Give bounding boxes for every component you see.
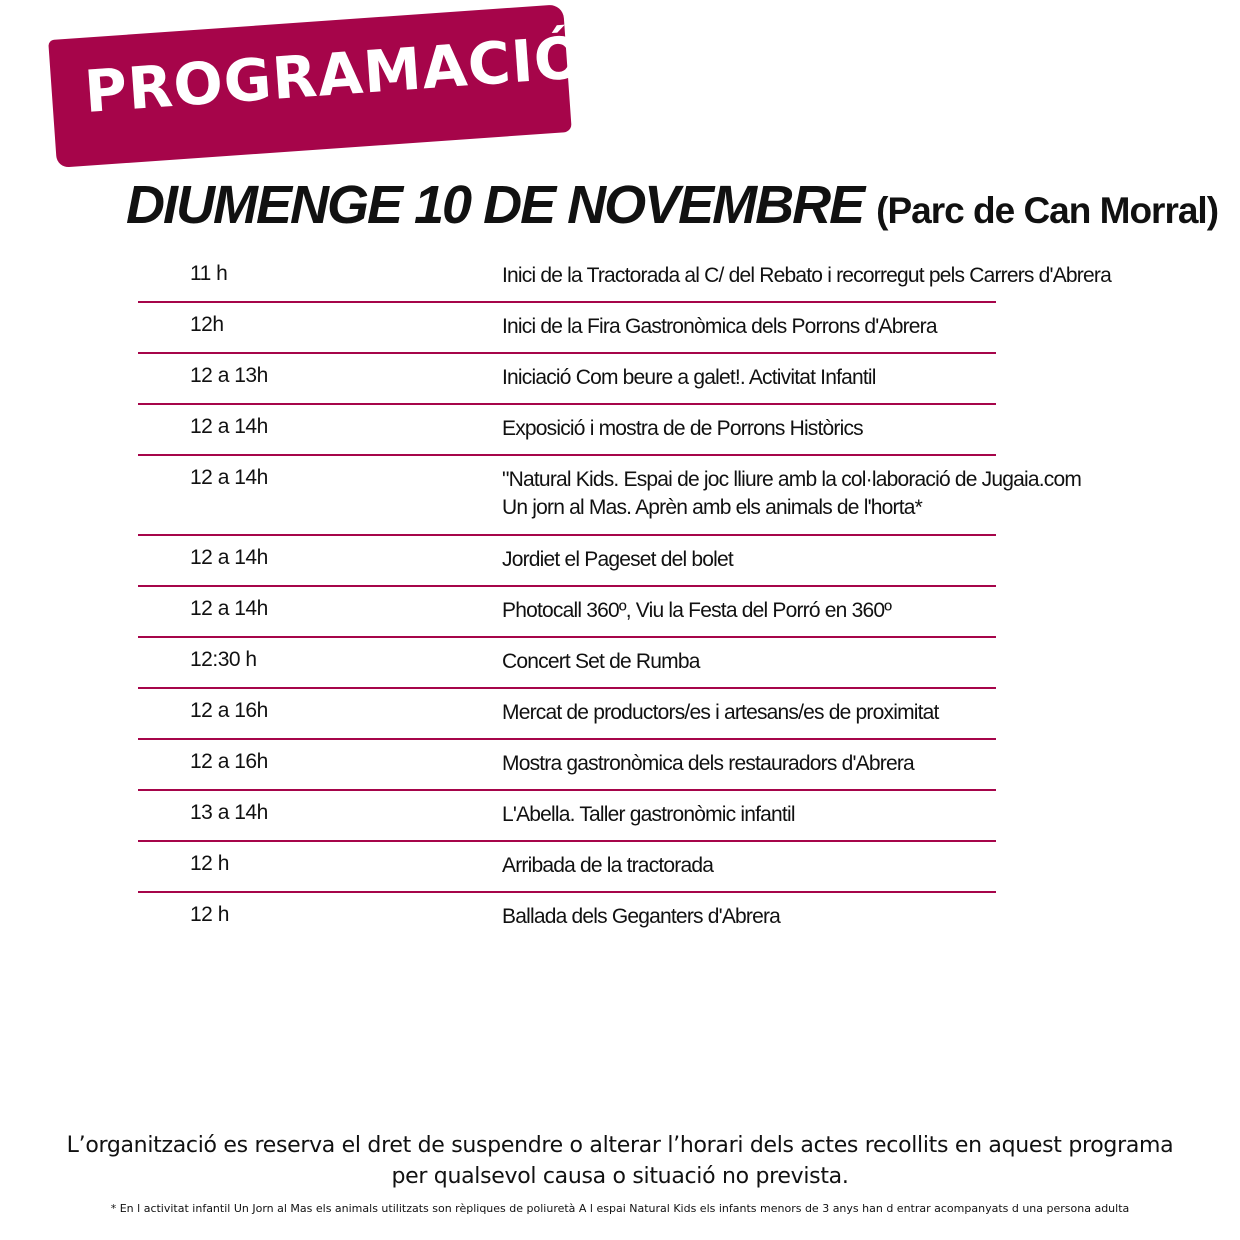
schedule-description-line: Inici de la Fira Gastronòmica dels Porrons d'Abrera (502, 315, 937, 338)
schedule-time: 13 a 14h (190, 801, 268, 824)
schedule-description-line: "Natural Kids. Espai de joc lliure amb la col·laboració de Jugaia.com (502, 468, 1082, 491)
schedule-row (138, 638, 996, 689)
schedule-row (138, 536, 996, 587)
event-place: (Parc de Can Morral) (876, 190, 1219, 231)
schedule-description (502, 699, 1122, 727)
schedule-description-line: L'Abella. Taller gastronòmic infantil (502, 803, 795, 826)
schedule-list (138, 252, 1118, 942)
programacio-title: PROGRAMACIÓ (82, 23, 587, 126)
footnote: * En l activitat infantil Un Jorn al Mas els animals utilitzats son rèpliques de poliuretà A l espai Natural Kids els infants menors de 3 anys han d entrar acompanyats d una persona adulta (110, 1202, 1130, 1215)
event-date-heading (126, 174, 1219, 236)
schedule-description (502, 597, 1122, 625)
schedule-description (502, 648, 1122, 676)
schedule-description (502, 852, 1122, 880)
schedule-time: 12 a 14h (190, 546, 268, 569)
schedule-time: 12 h (190, 852, 229, 875)
schedule-row (138, 791, 996, 842)
schedule-description (502, 415, 1122, 443)
schedule-row (138, 405, 996, 456)
schedule-time: 12 a 14h (190, 466, 268, 489)
schedule-description-line: Iniciació Com beure a galet!. Activitat Infantil (502, 366, 876, 389)
schedule-row (138, 587, 996, 638)
event-date: DIUMENGE 10 DE NOVEMBRE (126, 175, 864, 235)
schedule-description (502, 364, 1122, 392)
schedule-description (502, 801, 1122, 829)
schedule-description (502, 313, 1122, 341)
schedule-time: 12 a 14h (190, 415, 268, 438)
schedule-description-line: Inici de la Tractorada al C/ del Rebato i recorregut pels Carrers d'Abrera (502, 264, 1111, 287)
schedule-time: 12 a 13h (190, 364, 268, 387)
schedule-description-line: Mercat de productors/es i artesans/es de proximitat (502, 701, 939, 724)
schedule-row (138, 893, 996, 942)
schedule-time: 12 a 16h (190, 750, 268, 773)
schedule-description-line: Ballada dels Geganters d'Abrera (502, 905, 781, 928)
schedule-row (138, 689, 996, 740)
schedule-description-line: Mostra gastronòmica dels restauradors d'Abrera (502, 752, 914, 775)
schedule-description-line: Photocall 360º, Viu la Festa del Porró en 360º (502, 599, 892, 622)
schedule-row (138, 456, 1082, 536)
schedule-description-line: Un jorn al Mas. Aprèn amb els animals de l'horta* (502, 496, 923, 519)
schedule-time: 12 a 14h (190, 597, 268, 620)
disclaimer-line-2: per qualsevol causa o situació no prevista. (391, 1164, 849, 1189)
schedule-description (502, 546, 1122, 574)
schedule-description-line: Exposició i mostra de de Porrons Històrics (502, 417, 863, 440)
schedule-time: 12:30 h (190, 648, 257, 671)
schedule-description (502, 466, 1122, 522)
schedule-row (138, 354, 996, 405)
schedule-description-line: Arribada de la tractorada (502, 854, 714, 877)
schedule-row (138, 740, 996, 791)
schedule-description (502, 262, 1122, 290)
schedule-time: 12 a 16h (190, 699, 268, 722)
schedule-time: 12 h (190, 903, 229, 926)
schedule-row (138, 252, 1111, 303)
schedule-description-line: Concert Set de Rumba (502, 650, 700, 673)
schedule-time: 12h (190, 313, 224, 336)
schedule-description (502, 903, 1122, 931)
schedule-time: 11 h (190, 262, 228, 285)
schedule-row (138, 303, 996, 354)
disclaimer-line-1: L’organització es reserva el dret de suspendre o alterar l’horari dels actes recollits en aquest programa (66, 1133, 1174, 1158)
schedule-description (502, 750, 1122, 778)
schedule-description-line: Jordiet el Pageset del bolet (502, 548, 733, 571)
disclaimer (40, 1130, 1200, 1192)
schedule-row (138, 842, 996, 893)
